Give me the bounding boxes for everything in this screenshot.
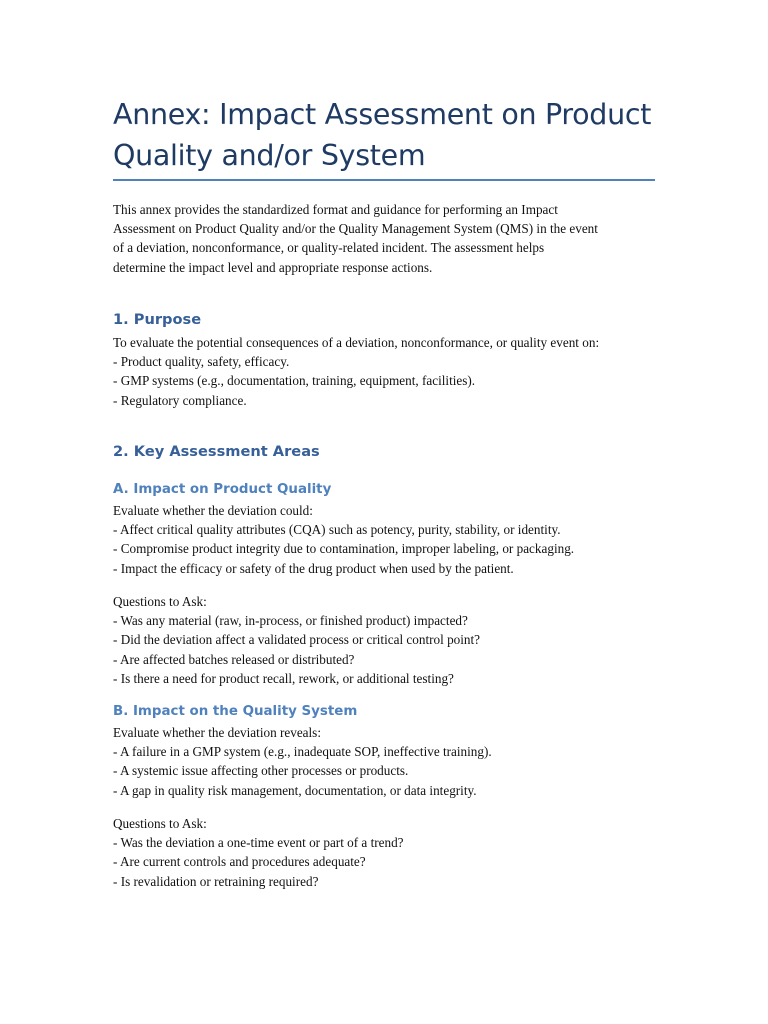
title-line: Quality and/or System bbox=[113, 139, 426, 172]
title-underline-rule bbox=[113, 179, 655, 181]
list-item: - Was any material (raw, in-process, or finished product) impacted? bbox=[113, 613, 468, 629]
list-item: - Did the deviation affect a validated process or critical control point? bbox=[113, 632, 481, 648]
text-line: Questions to Ask: bbox=[113, 594, 207, 609]
list-item: - A systemic issue affecting other processes or products. bbox=[113, 763, 409, 779]
list-item: - GMP systems (e.g., documentation, training, equipment, facilities). bbox=[113, 373, 476, 389]
list-item: - Is there a need for product recall, rework, or additional testing? bbox=[113, 670, 454, 686]
text-line: Questions to Ask: bbox=[113, 816, 207, 831]
list-item: - Impact the efficacy or safety of the drug product when used by the patient. bbox=[113, 560, 514, 576]
list-item: - Product quality, safety, efficacy. bbox=[113, 354, 290, 370]
list-item: - A gap in quality risk management, documentation, or data integrity. bbox=[113, 782, 477, 798]
subsection-heading-quality-system: B. Impact on the Quality System bbox=[113, 704, 358, 719]
quality-system-questions bbox=[113, 814, 658, 891]
text-line: Assessment on Product Quality and/or the Quality Management System (QMS) in the event bbox=[113, 221, 598, 237]
list-item: - Regulatory compliance. bbox=[113, 392, 247, 408]
product-quality-evaluate bbox=[113, 501, 658, 578]
list-item: - A failure in a GMP system (e.g., inadequate SOP, ineffective training). bbox=[113, 744, 492, 760]
intro-paragraph bbox=[113, 200, 658, 277]
section-heading-purpose: 1. Purpose bbox=[113, 311, 202, 328]
list-item: - Are affected batches released or distributed? bbox=[113, 651, 355, 667]
section-heading-key-areas: 2. Key Assessment Areas bbox=[113, 443, 320, 460]
text-line: of a deviation, nonconformance, or quality-related incident. The assessment helps bbox=[113, 240, 545, 256]
title-line: Annex: Impact Assessment on Product bbox=[113, 98, 652, 131]
text-line: Evaluate whether the deviation reveals: bbox=[113, 725, 321, 740]
product-quality-questions bbox=[113, 592, 658, 688]
list-item: - Was the deviation a one-time event or part of a trend? bbox=[113, 835, 404, 851]
text-line: This annex provides the standardized format and guidance for performing an Impact bbox=[113, 202, 558, 217]
document-title bbox=[113, 94, 658, 176]
quality-system-evaluate bbox=[113, 723, 658, 800]
text-line: determine the impact level and appropriate response actions. bbox=[113, 259, 433, 275]
subsection-heading-product-quality: A. Impact on Product Quality bbox=[113, 482, 332, 497]
text-line: To evaluate the potential consequences of a deviation, nonconformance, or quality event on: bbox=[113, 335, 600, 350]
purpose-paragraph bbox=[113, 333, 658, 410]
list-item: - Affect critical quality attributes (CQA) such as potency, purity, stability, or identity. bbox=[113, 522, 561, 538]
list-item: - Are current controls and procedures adequate? bbox=[113, 854, 366, 870]
list-item: - Compromise product integrity due to contamination, improper labeling, or packaging. bbox=[113, 541, 575, 557]
text-line: Evaluate whether the deviation could: bbox=[113, 503, 313, 518]
list-item: - Is revalidation or retraining required? bbox=[113, 873, 319, 889]
